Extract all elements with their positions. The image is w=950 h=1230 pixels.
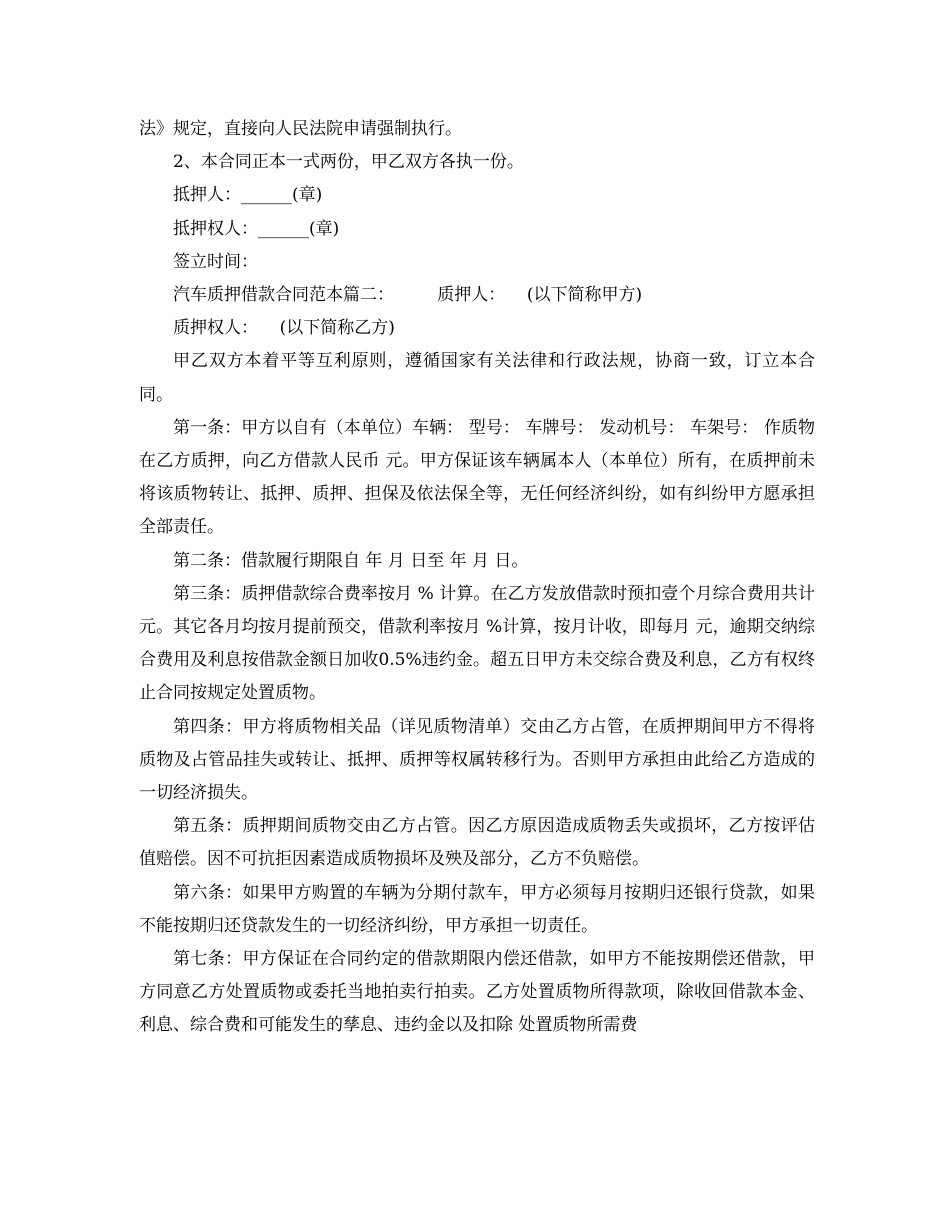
paragraph-article-5: 第五条：质押期间质物交由乙方占管。因乙方原因造成质物丢失或损坏，乙方按评估值赔偿。因不可抗拒因素造成质物损坏及殃及部分，乙方不负赔偿。	[139, 816, 815, 870]
paragraph-article-1: 第一条：甲方以自有（本单位）车辆： 型号： 车牌号： 发动机号： 车架号： 作质物在乙方质押，向乙方借款人民币 元。甲方保证该车辆属本人（本单位）所有，在质押前未将该质物转让、抵押、质押、担保及依法保全等，无任何经济纠纷，如有纠纷甲方愿承担全部责任。	[139, 417, 815, 538]
text-line-mortgagee-signature: 抵押权人：______(章)	[173, 218, 340, 239]
paragraph-article-2: 第二条：借款履行期限自 年 月 日至 年 月 日。	[173, 550, 529, 571]
text-line-pledgee: 质押权人： (以下简称乙方)	[173, 318, 395, 339]
text-line-copies-clause: 2、本合同正本一式两份，甲乙双方各执一份。	[173, 152, 524, 173]
text-line-continuation: 法》规定，直接向人民法院申请强制执行。	[139, 119, 462, 139]
paragraph-preamble: 甲乙双方本着平等互利原则，遵循国家有关法律和行政法规，协商一致，订立本合同。	[139, 351, 815, 405]
text-line-mortgagor-signature: 抵押人：______(章)	[173, 185, 323, 206]
document-body	[139, 113, 815, 1043]
text-line-signing-date: 签立时间：	[173, 251, 258, 272]
paragraph-article-6: 第六条：如果甲方购置的车辆为分期付款车，甲方必须每月按期归还银行贷款，如果不能按期归还贷款发生的一切经济纠纷，甲方承担一切责任。	[139, 882, 815, 936]
paragraph-article-3: 第三条：质押借款综合费率按月 % 计算。在乙方发放借款时预扣壹个月综合费用共计 元。其它各月均按月提前预交，借款利率按月 %计算，按月计收，即每月 元，逾期交纳综合费用及利息按借款金额日加收0.5%违约金。超五日甲方未交综合费及利息，乙方有权终止合同按规定处置质物。	[139, 583, 815, 704]
text-line-contract-two-heading: 汽车质押借款合同范本篇二： 质押人： (以下简称甲方)	[173, 284, 643, 305]
paragraph-article-4: 第四条：甲方将质物相关品（详见质物清单）交由乙方占管，在质押期间甲方不得将质物及占管品挂失或转让、抵押、质押等权属转移行为。否则甲方承担由此给乙方造成的一切经济损失。	[139, 716, 815, 803]
paragraph-article-7: 第七条：甲方保证在合同约定的借款期限内偿还借款，如甲方不能按期偿还借款，甲方同意乙方处置质物或委托当地拍卖行拍卖。乙方处置质物所得款项，除收回借款本金、利息、综合费和可能发生的孳息、违约金以及扣除 处置质物所需费	[139, 948, 815, 1036]
